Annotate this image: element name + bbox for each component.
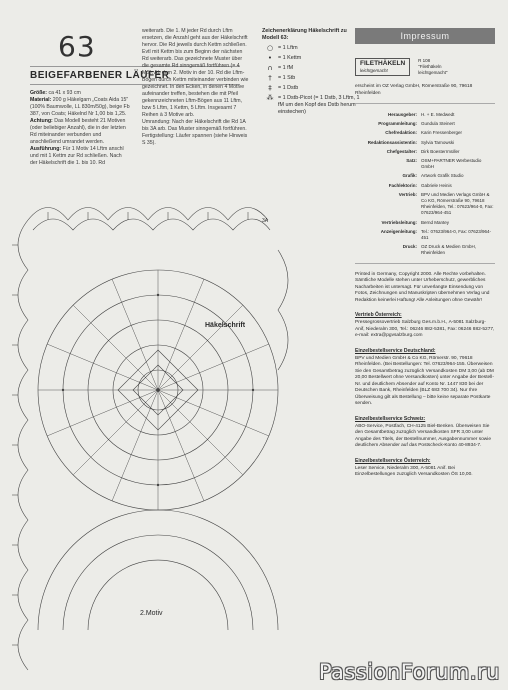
- section-text: BPV und Medien GmbH & Co KG, Römerstr. 90, 79618 Rheinfelden. (Bei Bestellungen: Tel. 07623/964-155. Überweisen Sie den Gesamtbetrag zuzüglich Versandkosten DM 3,00 (ab DM 20,00 Bestellwert ohne Versandkosten) unter Angabe der Bestell-Nr. und deutlichem Absender auf Konto Nr. 1447 830 bei der Deutschen Bank, Rheinfelden (BLZ 683 700 34). Nur Ihre Überweisung gilt als Bestellung – bitte keine separate Postkarte senden.: [355, 355, 494, 407]
- pattern-instructions: weiterarb. Die 1. M jeder Rd durch Lftm ersetzen, die Anzahl geht aus der Häkelschrift hervor. Die Rd jeweils durch Kettm schließen. Evtl mit Kettm bis zum Beginn der nächsten Rd weiterarb. Das gezeichnete Muster über die gesamte Rd sinngemäß fortführen (= 4 MS). Ab dem 2. Motiv in der 10. Rd die Lftm-Bögen durch Kettm miteinander verbinden wie gezeichnet. In den Ecken, in denen 4 Motive aufeinander treffen, bestehen die mit Pfeil gekennzeichneten Lftm-Bögen aus 11 Lftm, bzw 5 Lftm, 1 Kettm, 5 Lftm. Insgesamt 7 Reihen à 3 Motive arb. Umrandung: Nach der Häkelschrift die Rd 1A bis 3A arb. Das Muster sinngemäß fortführen. Fertigstellung: Läufer spannen (siehe Hinweis S 35).: [142, 28, 249, 146]
- credit-row: Anzeigenleitung: Tel.: 07623/964-0, Fax: 07623/964-451: [380, 228, 492, 241]
- credit-row: Redaktionsassistentin: Sylvia Tarnowski: [367, 139, 455, 145]
- credit-row: Satz: OSM+PARTNER Werbestudio GmbH: [406, 158, 482, 170]
- logo-caption: R 108 "Filethäkeln leichtgemacht": [418, 58, 448, 75]
- credit-row: Herausgeber: H. + E. Medwedt: [387, 112, 455, 117]
- credit-row: Vertrieb: BPV und Medien Verlags GmbH & Co KG, Römerstraße 90, 79618 Rheinfelden, Tel.: 07623/964-0, Fax: 07623/964-451: [398, 191, 494, 216]
- impressum-box: [355, 28, 495, 479]
- legend-item: ○ = 1 Lftm: [262, 45, 362, 52]
- crochet-chart: [8, 190, 308, 680]
- intro-line: Material: 200 g Häkelgarn „Coats Aida 15" (100% Baumwolle, LL 830m/50g), beige Fb 387, von Coats; Häkelnd Nr 1,00 bis 1,25.: [30, 97, 130, 117]
- pattern-number: 63: [58, 30, 96, 63]
- credit-row: Programmleitung: Gundula Steinert: [378, 121, 455, 127]
- credit-row: Druck: OZ Druck & Medien GmbH, Rheinfelden: [402, 244, 477, 256]
- treble-crochet-icon: ‡: [268, 84, 272, 92]
- section-text: Leser Service, Niederalm 300, A-5081 Anif. Bei Einzelbestellungen zuzüglich Versandkosten ÖS 10,00.: [355, 465, 473, 478]
- magazine-logo: [355, 58, 495, 76]
- picot-icon: ⁂: [266, 94, 274, 102]
- section-text: Pressegrossovertrieb Salzburg Ges.m.b.H., A-5081 Salzburg-Anif, Niederalm 300, Tel.: 06246 882-5381, Fax: 06246 882-5277, e-mail: extra@pgvsalzburg.com: [355, 320, 495, 339]
- divider: [355, 103, 495, 104]
- credit-row: Chefredaktion: Karin Fressenberger: [385, 130, 463, 136]
- chain-stitch-icon: ○: [266, 44, 274, 52]
- legend-heading: Zeichenerklärung Häkelschrift zu Modell 63:: [262, 28, 347, 41]
- section-text: ABO-Service, Postfach, CH-4125 Biel-Benken. Überweisen Sie den Gesamtbetrag zuzüglich Versandkosten SFR 3,00 unter Angabe des Titels, der Bestellnummer, Ausgabennummer sowie deutlichem Absender auf das Postscheck-Konto 40-8934-7.: [355, 423, 491, 449]
- publisher-line: erscheint im OZ Verlag GmbH, Römerstraße 90, 79618 Rheinfelden: [355, 84, 473, 96]
- intro-line: Größe: ca 41 x 93 cm: [30, 90, 81, 96]
- legend-item: † = 1 Stb: [262, 75, 362, 82]
- section-heading: Einzelbestellservice Schweiz:: [355, 415, 426, 422]
- umrandung-text: Umrandung: Nach der Häkelschrift die Rd 1A bis 3A arb. Das Muster sinngemäß fortführen.: [142, 119, 247, 132]
- site-watermark: PassionForum.ru: [318, 660, 500, 684]
- logo-mark: FILETHÄKELN leichtgemacht: [355, 58, 410, 76]
- copyright-note: Printed in Germany, Copyright 2000. Alle Rechte vorbehalten. Sämtliche Modelle stehen unter Urheberschutz, gewerbliches Nacharbeiten ist untersagt. Für unverlangte Einsendung von Fotos, Zeichnungen und Manuskripten übernehmen Verlag und Redaktion keinerlei Haftung! Alle Anleitungen ohne Gewähr!: [355, 271, 490, 303]
- credit-row: Fachlektorin: Gabriele Heinis: [388, 182, 452, 188]
- round-label: 3A: [262, 218, 269, 224]
- legend-item: ‡ = 1 Dstb: [262, 85, 362, 92]
- motif-label: 2.Motiv: [140, 610, 163, 617]
- fertig-text: Fertigstellung: Läufer spannen (siehe Hinweis S 35).: [142, 133, 248, 146]
- credit-row: Chefgestalter: Dirk Boesterrmüller: [386, 148, 460, 154]
- legend-item: • = 1 Kettm: [262, 55, 362, 62]
- slip-stitch-icon: •: [267, 54, 273, 62]
- impressum-title: Impressum: [355, 28, 495, 44]
- credit-row: Vertriebsleitung: Bernd Mantey: [381, 219, 450, 225]
- chart-label: Häkelschrift: [205, 322, 246, 329]
- intro-line: Achtung: Das Modell besteht 21 Motiven (oder beliebiger Anzahl), die in der letzten Rd miteinander verbunden und anschließend umrandet werden.: [30, 118, 126, 145]
- legend-item: ∩ = 1 fM: [262, 65, 362, 72]
- section-heading: Vertrieb Österreich:: [355, 312, 402, 319]
- double-crochet-icon: †: [268, 74, 272, 82]
- section-heading: Einzelbestellservice Deutschland:: [355, 347, 436, 354]
- credit-row: Grafik: Artwork Grafik Studio: [402, 173, 464, 179]
- pattern-intro: [30, 90, 130, 167]
- credits-table: [355, 112, 495, 257]
- section-heading: Einzelbestellservice Österreich:: [355, 457, 431, 464]
- pattern-title: BEIGEFARBENER LÄUFER: [30, 66, 240, 85]
- single-crochet-icon: ∩: [267, 64, 273, 72]
- intro-line: Ausführung: Für 1 Motiv 14 Lftm anschl und mit 1 Kettm zur Rd schließen. Nach der Häkelschrift die 1. bis 10. Rd: [30, 146, 124, 166]
- divider: [355, 263, 495, 264]
- symbol-legend: [262, 28, 362, 116]
- legend-item: ⁂ = 1 Dstb-Picot (= 1 Dstb, 3 Lftm, 1 fM um den Kopf des Dstb herum einstechen): [262, 95, 362, 116]
